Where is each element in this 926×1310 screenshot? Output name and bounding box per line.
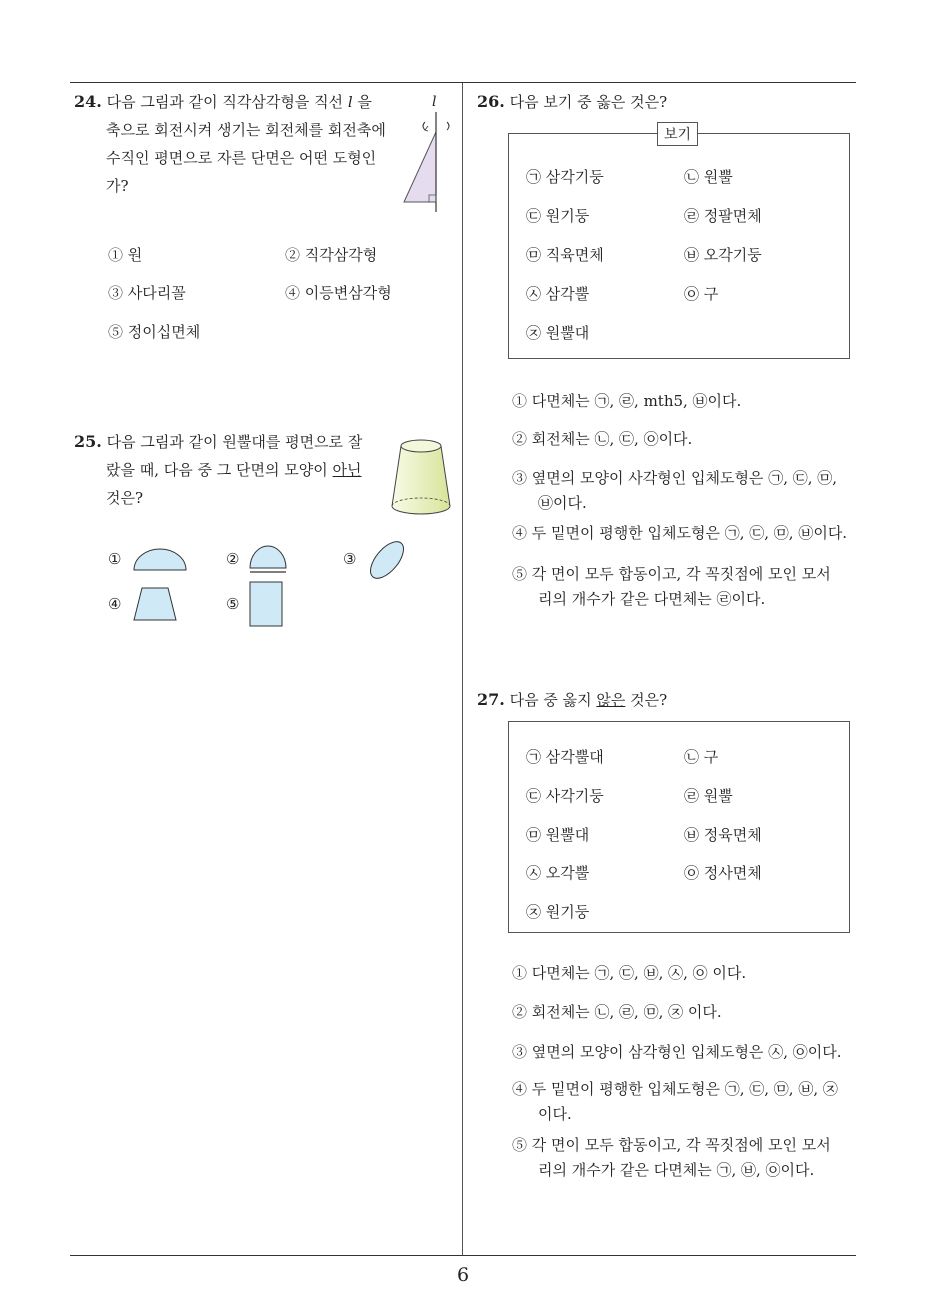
- q25-number: 25.: [74, 432, 102, 451]
- q26-box-title: 보기: [657, 122, 698, 146]
- q26-answer-2[interactable]: ② 회전체는 ㉡, ㉢, ㉧이다.: [512, 430, 693, 448]
- q24-figure-label: l: [432, 94, 437, 110]
- q27-answer-3[interactable]: ③ 옆면의 모양이 삼각형인 입체도형은 ㉦, ㉧이다.: [512, 1043, 842, 1061]
- page-number: 6: [456, 1264, 470, 1286]
- q26-item-1: ㉠ 삼각기둥: [526, 168, 604, 186]
- dome-shape[interactable]: [248, 544, 288, 576]
- q27-item-7: ㉦ 오각뿔: [526, 864, 590, 882]
- q26-item-5: ㉤ 직육면체: [526, 246, 604, 264]
- q26-answer-3[interactable]: ③ 옆면의 모양이 사각형인 입체도형은 ㉠, ㉢, ㉤,: [512, 469, 838, 487]
- q24-number: 24.: [74, 92, 102, 111]
- q27-answer-5-cont: 리의 개수가 같은 다면체는 ㉠, ㉥, ㉧이다.: [538, 1161, 815, 1179]
- q24-option-1[interactable]: ① 원: [108, 246, 143, 264]
- q24-option-5[interactable]: ⑤ 정이십면체: [108, 323, 201, 341]
- q24-option-3[interactable]: ③ 사다리꼴: [108, 284, 186, 302]
- column-divider: [462, 83, 463, 1255]
- q24-line-2: 축으로 회전시켜 생기는 회전체를 회전축에: [106, 121, 386, 139]
- q26-item-4: ㉣ 정팔면체: [684, 207, 762, 225]
- q25-text-1: 다음 그림과 같이 원뿔대를 평면으로 잘: [106, 433, 363, 451]
- q26-item-2: ㉡ 원뿔: [684, 168, 733, 186]
- q27-answer-1[interactable]: ① 다면체는 ㉠, ㉢, ㉥, ㉦, ㉧ 이다.: [512, 964, 747, 982]
- q26-item-6: ㉥ 오각기둥: [684, 246, 762, 264]
- question-24: [74, 88, 394, 200]
- q25-line-2: [74, 456, 384, 484]
- q26-answer-4[interactable]: ④ 두 밑면이 평행한 입체도형은 ㉠, ㉢, ㉤, ㉥이다.: [512, 524, 848, 542]
- top-rule: [70, 82, 856, 83]
- q26-question: 다음 보기 중 옳은 것은?: [509, 93, 668, 111]
- q25-line-3: 것은?: [106, 489, 144, 507]
- q25-text-2u: 아닌: [332, 461, 362, 479]
- q26-item-3: ㉢ 원기둥: [526, 207, 590, 225]
- q26-answer-3-cont: ㉥이다.: [538, 494, 587, 512]
- q24-var-l: l: [347, 93, 353, 111]
- q25-option-4-label[interactable]: ④: [108, 595, 122, 613]
- q27-item-2: ㉡ 구: [684, 748, 719, 766]
- q27-answer-4-cont: 이다.: [538, 1105, 572, 1123]
- bottom-rule: [70, 1255, 856, 1256]
- q27-item-6: ㉥ 정육면체: [684, 826, 762, 844]
- question-26: [477, 88, 667, 116]
- q27-answer-4[interactable]: ④ 두 밑면이 평행한 입체도형은 ㉠, ㉢, ㉤, ㉥, ㉨: [512, 1080, 838, 1098]
- q25-option-2-label[interactable]: ②: [226, 550, 240, 568]
- half-ellipse-shape[interactable]: [132, 546, 188, 572]
- q24-option-2[interactable]: ② 직각삼각형: [285, 246, 378, 264]
- q25-option-3-label[interactable]: ③: [343, 550, 357, 568]
- q25-text-2a: 랐을 때, 다음 중 그 단면의 모양이: [106, 461, 333, 479]
- q24-line-3: 수직인 평면으로 자른 단면은 어떤 도형인: [106, 149, 377, 167]
- q27-item-4: ㉣ 원뿔: [684, 787, 733, 805]
- q27-question-u: 않은: [596, 691, 626, 709]
- q27-answer-5[interactable]: ⑤ 각 면이 모두 합동이고, 각 꼭짓점에 모인 모서: [512, 1136, 831, 1154]
- question-25: [74, 428, 384, 512]
- q27-question-a: 다음 중 옳지: [509, 691, 597, 709]
- q27-number: 27.: [477, 690, 505, 709]
- tilted-ellipse-shape[interactable]: [364, 538, 410, 582]
- q27-answer-2[interactable]: ② 회전체는 ㉡, ㉣, ㉤, ㉨ 이다.: [512, 1003, 722, 1021]
- frustum-icon: [388, 436, 454, 520]
- q24-line-1: [74, 88, 394, 116]
- q24-line-4: 가?: [106, 177, 129, 195]
- q26-item-9: ㉨ 원뿔대: [526, 324, 590, 342]
- q24-figure: [398, 92, 458, 217]
- q24-option-4[interactable]: ④ 이등변삼각형: [285, 284, 392, 302]
- q25-option-1-label[interactable]: ①: [108, 550, 122, 568]
- rectangle-shape[interactable]: [248, 580, 286, 628]
- q25-line-1: [74, 428, 384, 456]
- q27-question-b: 것은?: [625, 691, 668, 709]
- trapezoid-shape[interactable]: [132, 586, 178, 622]
- q25-option-5-label[interactable]: ⑤: [226, 595, 240, 613]
- q27-item-1: ㉠ 삼각뿔대: [526, 748, 604, 766]
- right-triangle-figure: [398, 92, 458, 217]
- q26-item-8: ㉧ 구: [684, 285, 719, 303]
- q27-item-5: ㉤ 원뿔대: [526, 826, 590, 844]
- q26-answer-1[interactable]: ① 다면체는 ㉠, ㉣, mth5, ㉥이다.: [512, 392, 742, 410]
- q27-item-3: ㉢ 사각기둥: [526, 787, 604, 805]
- question-27: [477, 686, 667, 714]
- q27-item-8: ㉧ 정사면체: [684, 864, 762, 882]
- q27-item-9: ㉨ 원기둥: [526, 903, 590, 921]
- q26-item-7: ㉦ 삼각뿔: [526, 285, 590, 303]
- q25-frustum-figure: [388, 436, 454, 520]
- q24-text-1b: 을: [352, 93, 372, 111]
- q26-answer-5[interactable]: ⑤ 각 면이 모두 합동이고, 각 꼭짓점에 모인 모서: [512, 565, 831, 583]
- q26-number: 26.: [477, 92, 505, 111]
- q24-text-1a: 다음 그림과 같이 직각삼각형을 직선: [106, 93, 348, 111]
- q26-answer-5-cont: 리의 개수가 같은 다면체는 ㉣이다.: [538, 590, 766, 608]
